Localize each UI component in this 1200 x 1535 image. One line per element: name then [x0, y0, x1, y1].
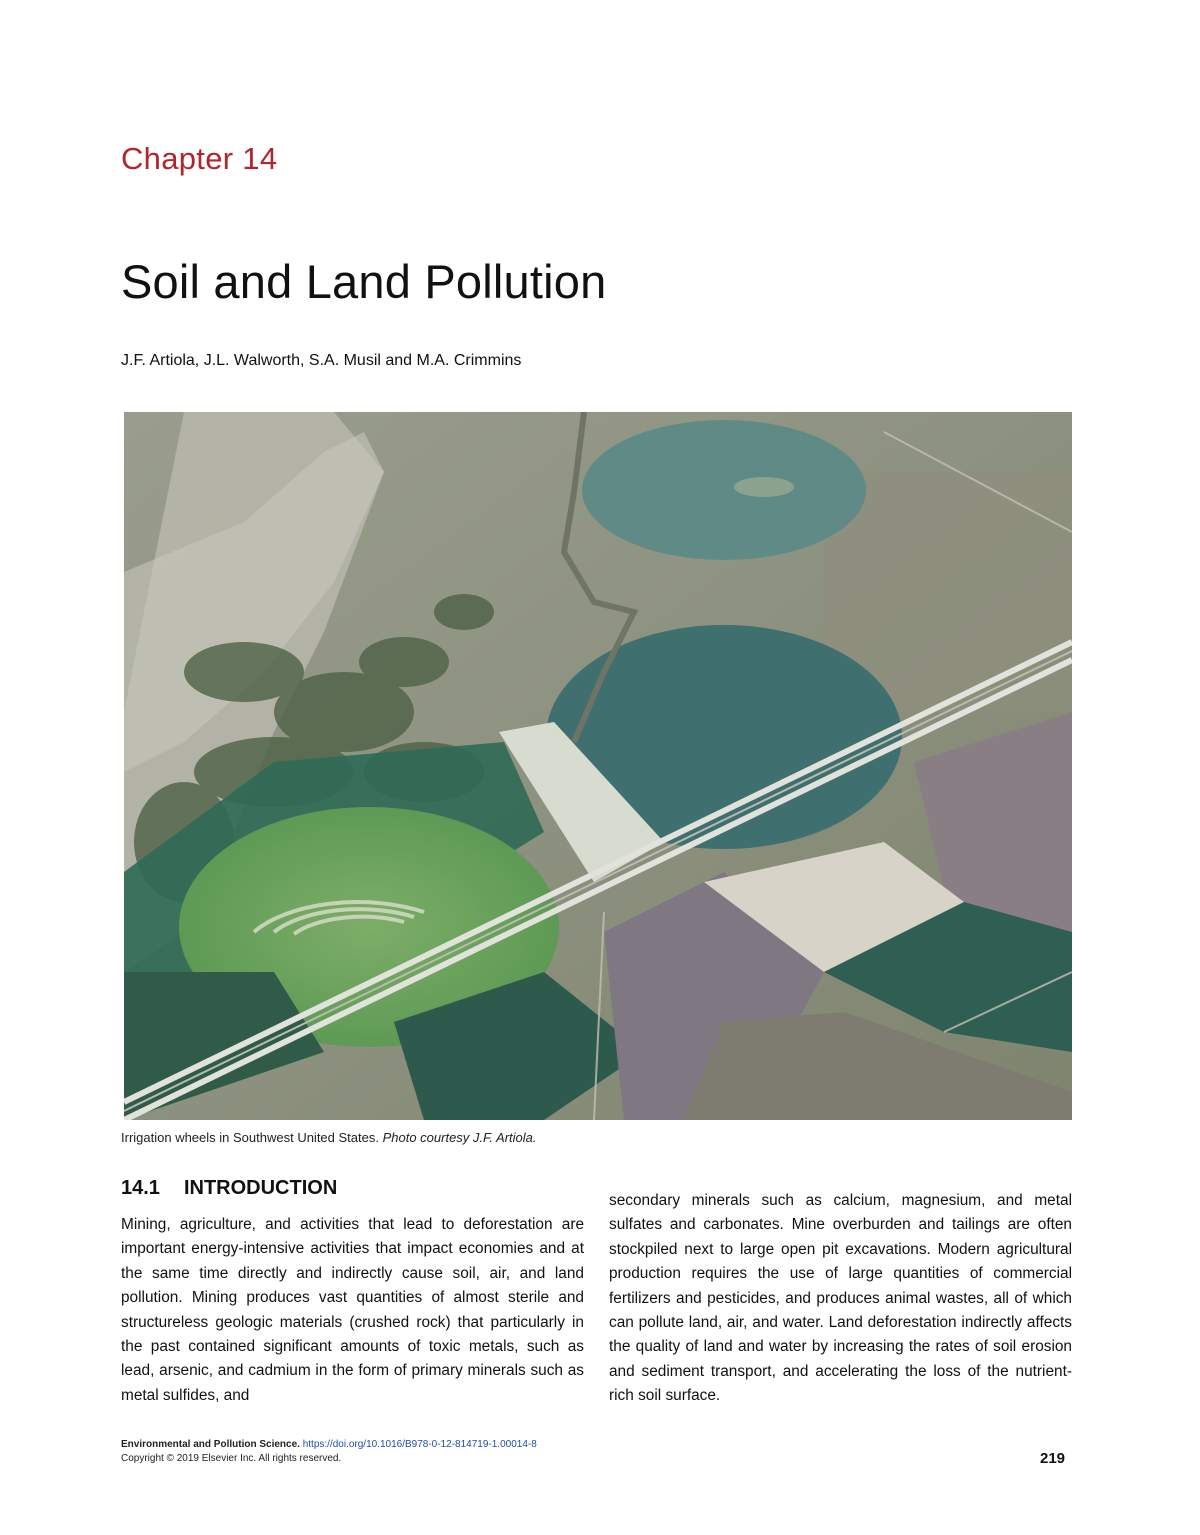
authors: J.F. Artiola, J.L. Walworth, S.A. Musil and M.A. Crimmins — [121, 352, 522, 369]
section-heading — [121, 1177, 337, 1200]
section-number: 14.1 — [121, 1177, 160, 1199]
copyright-notice: Copyright © 2019 Elsevier Inc. All rights reserved. — [121, 1453, 342, 1464]
chapter-title: Soil and Land Pollution — [121, 255, 607, 308]
caption-credit: Photo courtesy J.F. Artiola. — [382, 1130, 537, 1145]
aerial-photo-irrigation-wheels — [124, 412, 1072, 1120]
footer-citation — [121, 1438, 537, 1466]
section-title: INTRODUCTION — [183, 1177, 338, 1199]
journal-name: Environmental and Pollution Science. — [121, 1439, 300, 1450]
chapter-label: Chapter 14 — [121, 141, 278, 176]
paragraph-left-column: Mining, agriculture, and activities that lead to deforestation are important energy-intensive activities that impact economies and at the same time directly and indirectly cause soil, air, and land pollution. Mining produces vast quantities of almost sterile and structureless geologic materials (crushed rock) that particularly in the past contained significant amounts of toxic metals, such as lead, arsenic, and cadmium in the form of primary minerals such as metal sulfides, and — [121, 1216, 584, 1404]
paragraph-right-column: secondary minerals such as calcium, magnesium, and metal sulfates and carbonates. Mine overburden and tailings are often stockpiled next to large open pit excavations. Modern agricultural production requires the use of large quantities of commercial fertilizers and pesticides, and produces animal wastes, all of which can pollute land, air, and water. Land deforestation indirectly affects the quality of land and water by increasing the rates of soil erosion and sediment transport, and accelerating the loss of the nutrient-rich soil surface. — [609, 1192, 1072, 1405]
figure-caption — [121, 1130, 537, 1145]
doi-link[interactable]: https://doi.org/10.1016/B978-0-12-814719-1.00014-8 — [302, 1439, 537, 1450]
page-number: 219 — [1040, 1450, 1066, 1467]
caption-text: Irrigation wheels in Southwest United States. — [121, 1130, 379, 1145]
